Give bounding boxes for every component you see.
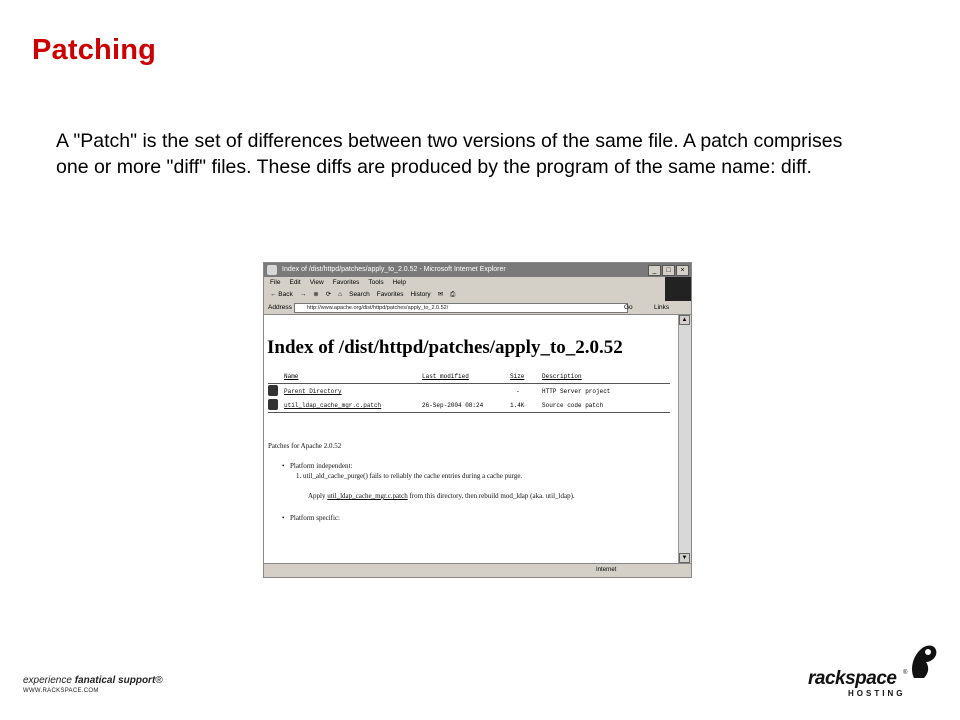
- go-button[interactable]: Go: [624, 304, 633, 311]
- address-label: Address: [268, 304, 292, 311]
- column-size[interactable]: Size: [510, 373, 525, 380]
- index-heading: Index of /dist/httpd/patches/apply_to_2.0.52: [267, 337, 623, 358]
- brand-subtitle: HOSTING: [848, 689, 906, 698]
- print-button[interactable]: ⎙: [450, 291, 456, 298]
- page-content: [264, 315, 678, 563]
- favorites-button[interactable]: Favorites: [376, 291, 404, 298]
- mail-button[interactable]: ✉: [437, 291, 444, 298]
- vertical-scrollbar[interactable]: [678, 315, 691, 563]
- row-modified: 26-Sep-2004 08:24: [422, 402, 484, 409]
- menu-favorites[interactable]: Favorites: [332, 279, 360, 286]
- table-row: [264, 384, 674, 398]
- tagline-emphasis: fanatical support: [74, 675, 156, 686]
- menu-bar: [264, 277, 691, 289]
- close-button[interactable]: ×: [676, 265, 689, 276]
- maximize-button[interactable]: □: [662, 265, 675, 276]
- slide-title: Patching: [32, 34, 157, 66]
- menu-help[interactable]: Help: [392, 279, 406, 286]
- platform-specific-item: • Platform specific:: [282, 513, 668, 523]
- menu-tools[interactable]: Tools: [368, 279, 384, 286]
- links-button[interactable]: Links: [654, 304, 670, 311]
- slide-body-text: A "Patch" is the set of differences between two versions of the same file. A patch comprises one or more "diff" files. These diffs are produced by the program of the same name: diff.: [56, 130, 843, 178]
- patches-intro: Patches for Apache 2.0.52: [268, 442, 342, 450]
- stop-button[interactable]: ⊗: [313, 291, 319, 298]
- minimize-button[interactable]: _: [648, 265, 661, 276]
- row-description: Source code patch: [542, 402, 604, 409]
- status-bar: [264, 563, 691, 577]
- apply-patch-link[interactable]: util_ldap_cache_mgr.c.patch: [327, 492, 408, 500]
- patch-file-link[interactable]: util_ldap_cache_mgr.c.patch: [284, 402, 382, 409]
- address-input[interactable]: http://www.apache.org/dist/httpd/patches/apply_to_2.0.52/: [294, 303, 628, 313]
- scroll-down-arrow-icon[interactable]: ▼: [679, 553, 690, 563]
- scroll-up-arrow-icon[interactable]: ▲: [679, 315, 690, 325]
- row-description: HTTP Server project: [542, 388, 611, 395]
- patches-section: [268, 441, 668, 523]
- directory-listing: [264, 371, 674, 413]
- row-size: 1.4K: [510, 402, 525, 409]
- brand-name: rackspace: [808, 668, 897, 689]
- apply-instructions: [308, 491, 668, 501]
- platform-independent-item: • Platform independent:: [282, 461, 668, 471]
- rackspace-logo-icon: [900, 640, 940, 680]
- window-title-bar: [264, 263, 691, 277]
- menu-file[interactable]: File: [270, 279, 281, 286]
- refresh-button[interactable]: ⟳: [325, 291, 332, 298]
- window-title: Index of /dist/httpd/patches/apply_to_2.0.52 - Microsoft Internet Explorer: [282, 266, 506, 273]
- apply-suffix: from this directory, then rebuild mod_ldap (aka. util_ldap).: [409, 492, 575, 500]
- tagline-prefix: experience: [23, 675, 72, 686]
- footer-website: WWW.RACKSPACE.COM: [23, 688, 99, 694]
- back-button[interactable]: ← Back: [270, 291, 293, 298]
- home-button[interactable]: ⌂: [338, 291, 343, 298]
- toolbar: [264, 289, 691, 301]
- windows-throbber-icon: [665, 277, 691, 301]
- column-last-modified[interactable]: Last modified: [422, 373, 469, 380]
- row-size: -: [516, 388, 520, 395]
- footer-tagline-block: [23, 675, 163, 694]
- parent-directory-link[interactable]: Parent Directory: [284, 388, 342, 395]
- internet-zone-label: Internet: [596, 567, 617, 573]
- menu-view[interactable]: View: [309, 279, 324, 286]
- forward-button[interactable]: →: [299, 291, 307, 298]
- search-button[interactable]: Search: [349, 291, 370, 298]
- history-button[interactable]: History: [410, 291, 431, 298]
- address-bar: [264, 301, 691, 315]
- listing-header: [264, 371, 674, 383]
- internet-explorer-icon: [267, 265, 277, 275]
- menu-edit[interactable]: Edit: [289, 279, 301, 286]
- file-icon: [268, 399, 278, 410]
- patch-item: 1. util_ald_cache_purge() fails to reliably the cache entries during a cache purge.: [296, 472, 523, 480]
- browser-screenshot: [263, 262, 692, 578]
- column-name[interactable]: Name: [284, 373, 299, 380]
- tagline-mark: ®: [155, 675, 163, 686]
- back-folder-icon: [268, 385, 278, 396]
- footer-tagline: [23, 675, 163, 686]
- brand-registered-mark: ®: [903, 670, 908, 676]
- divider: [268, 412, 670, 413]
- apply-prefix: Apply: [308, 492, 326, 500]
- column-description[interactable]: Description: [542, 373, 582, 380]
- table-row: [264, 398, 674, 412]
